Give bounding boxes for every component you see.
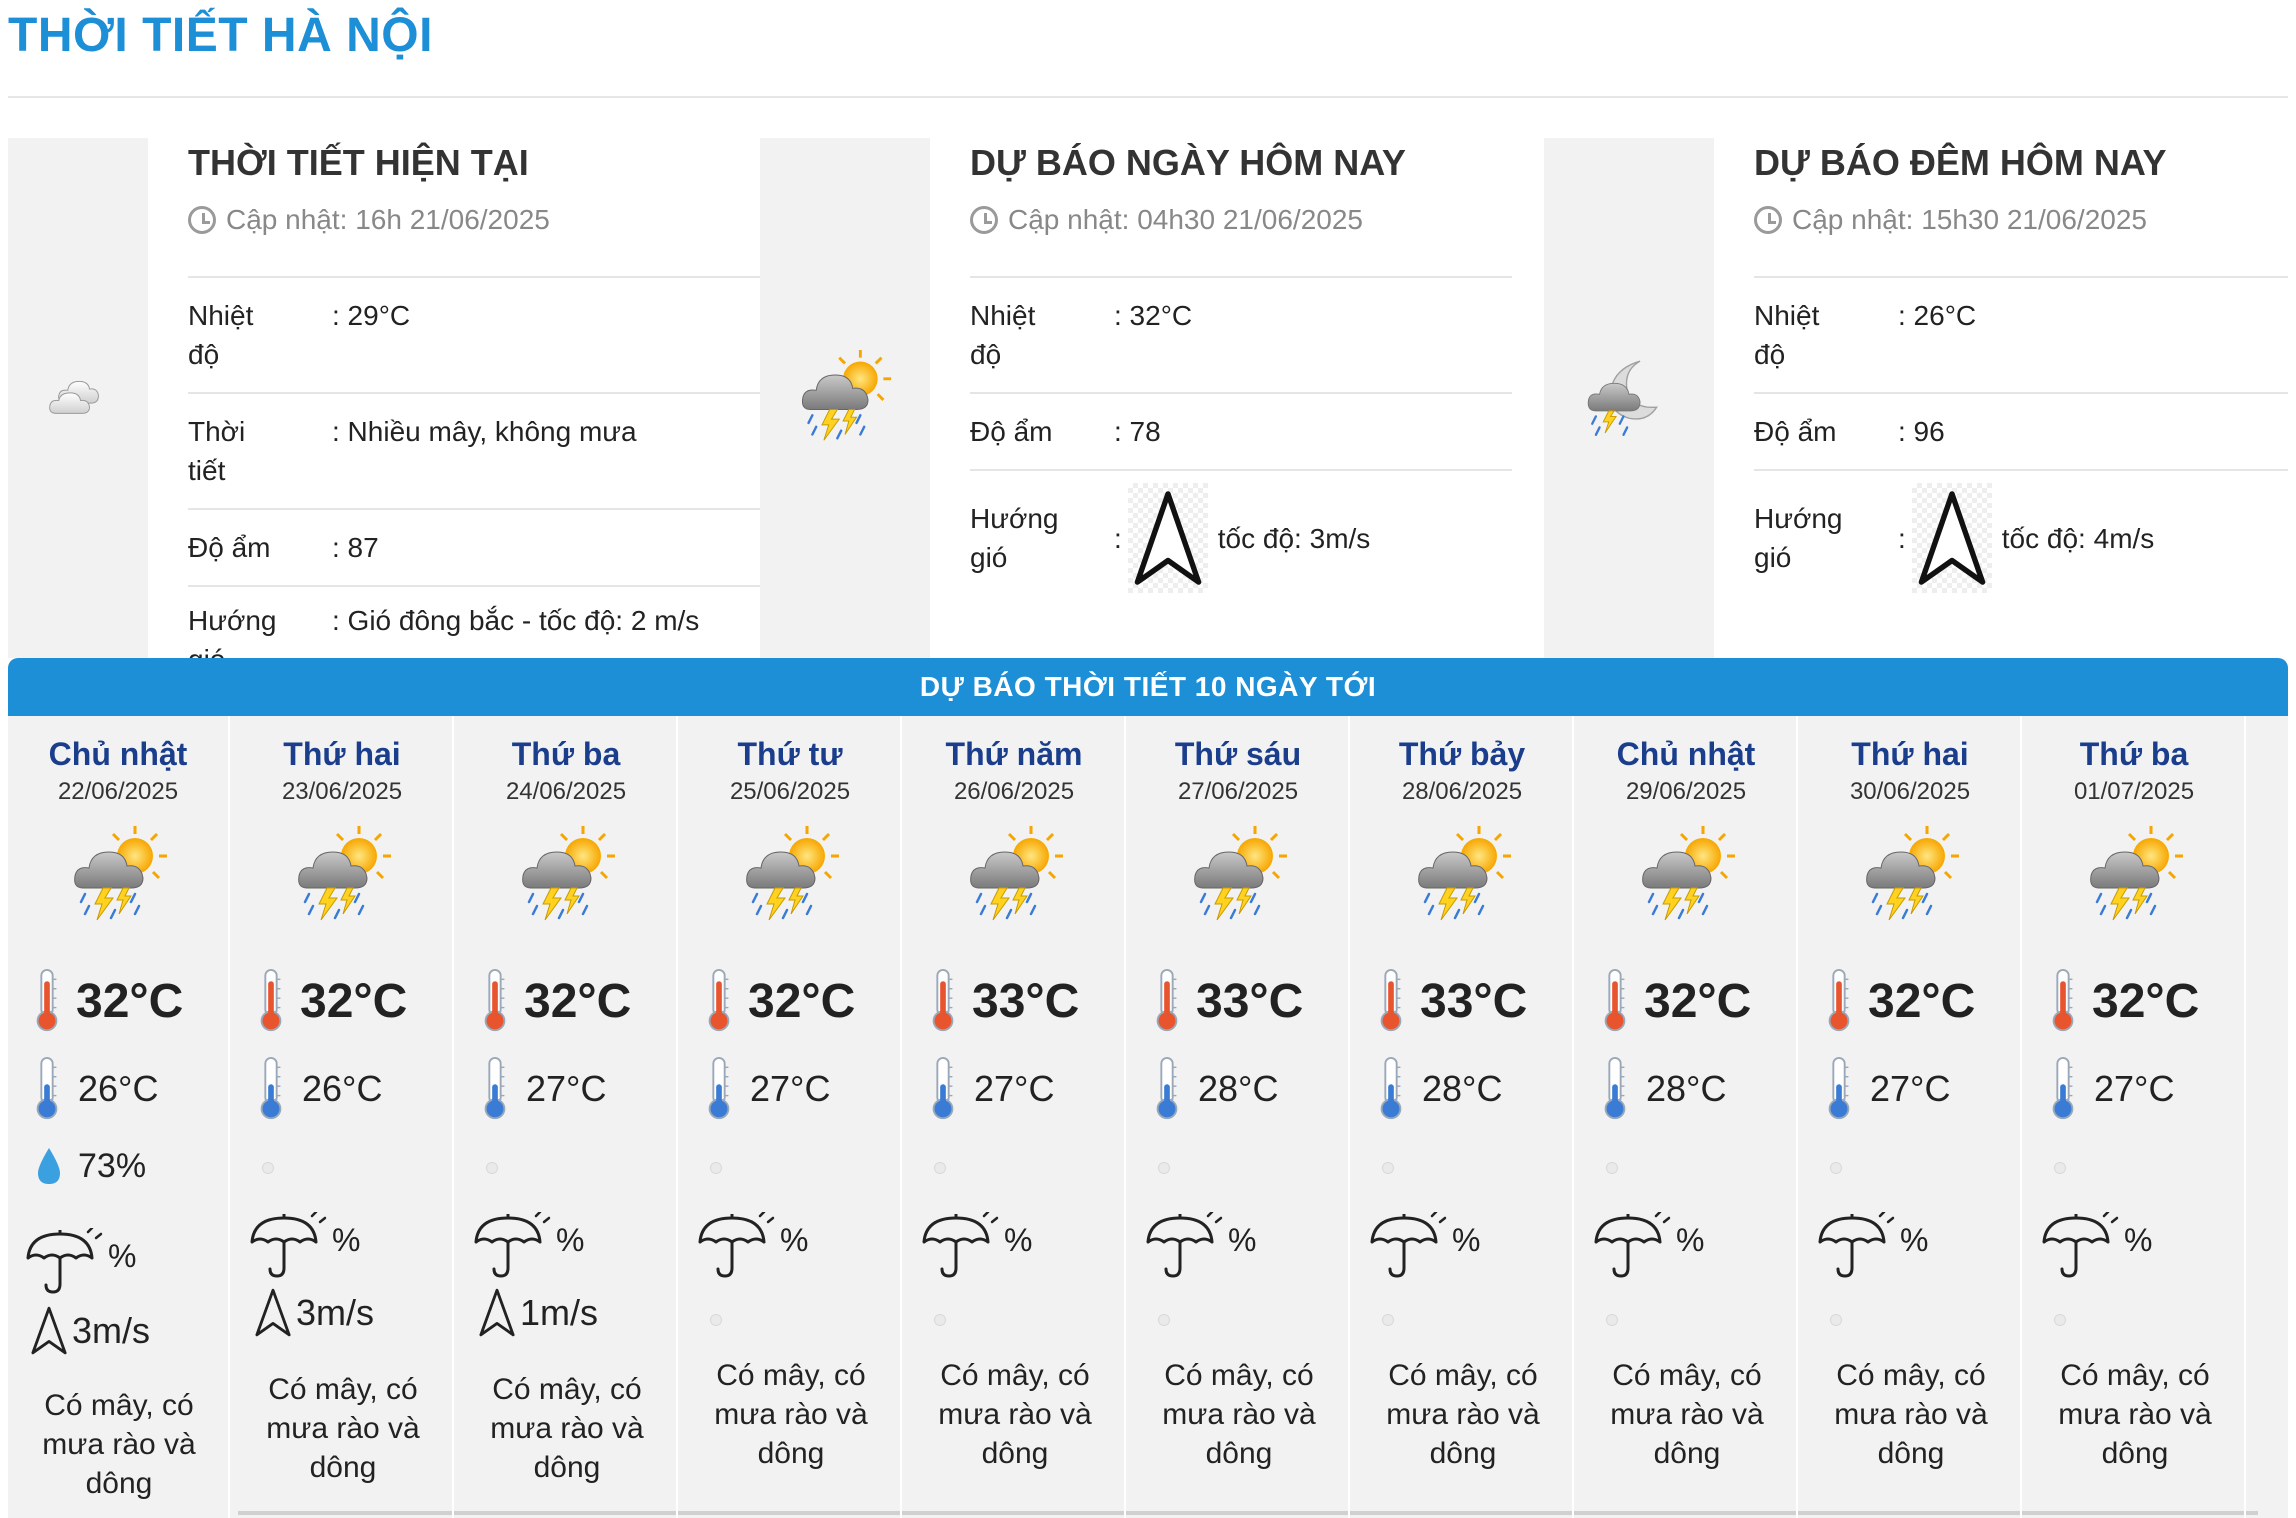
umbrella-icon	[1144, 1212, 1224, 1282]
thermometer-hot-icon	[2048, 968, 2078, 1034]
forecast-wind	[30, 1304, 150, 1358]
placeholder-dot-icon	[1606, 1314, 1618, 1326]
placeholder-dot-icon	[486, 1162, 498, 1174]
forecast-min-temp	[704, 1056, 830, 1122]
forecast-description: Có mây, có mưa rào và dông	[1386, 1359, 1540, 1470]
tonight-humidity-row	[1754, 392, 2288, 469]
forecast-max-temp	[1376, 966, 1527, 1036]
today-title: DỰ BÁO NGÀY HÔM NAY	[970, 142, 1406, 183]
forecast-min-temp	[2048, 1056, 2174, 1122]
thermometer-cold-icon	[32, 1056, 62, 1122]
forecast-rain-chance	[1144, 1212, 1256, 1282]
forecast-day-date: 22/06/2025	[57, 778, 179, 805]
current-wind-value: : Gió đông bắc - tốc độ: 2 m/s	[332, 605, 700, 636]
tonight-temp-row	[1754, 276, 2288, 392]
forecast-max-temp	[2048, 966, 2199, 1036]
cloudy-icon	[46, 366, 110, 430]
forecast-rain-chance	[1592, 1212, 1704, 1282]
current-temp-row	[188, 276, 768, 392]
today-temp-label: Nhiệt độ	[970, 300, 1036, 370]
today-temp-value: : 32°C	[1114, 300, 1193, 331]
ten-day-forecast	[8, 716, 2288, 1518]
forecast-rain-chance	[696, 1212, 808, 1282]
today-wind-colon: :	[1114, 522, 1122, 554]
forecast-wind	[478, 1286, 598, 1340]
forecast-min-temp-value: 27°C	[1870, 1068, 1951, 1109]
forecast-max-temp	[1152, 966, 1303, 1036]
today-wind-row	[970, 469, 1512, 605]
umbrella-icon	[24, 1228, 104, 1298]
thunderstorm-sun-icon	[69, 826, 169, 926]
tonight-title: DỰ BÁO ĐÊM HÔM NAY	[1754, 142, 2167, 183]
forecast-max-temp	[1824, 966, 1975, 1036]
current-temp-label: Nhiệt độ	[188, 300, 254, 370]
forecast-rain-value: %	[1900, 1222, 1929, 1258]
forecast-min-temp-value: 27°C	[2094, 1068, 2175, 1109]
today-humidity-row	[970, 392, 1512, 469]
current-wind-label: Hướng	[188, 605, 277, 636]
thunderstorm-sun-icon	[965, 826, 1065, 926]
forecast-rain-value: %	[332, 1222, 361, 1258]
thunderstorm-sun-icon	[1861, 826, 1961, 926]
forecast-max-temp-value: 32°C	[76, 974, 184, 1028]
today-humidity-value: : 78	[1114, 416, 1161, 447]
thermometer-cold-icon	[704, 1056, 734, 1122]
clock-icon	[188, 206, 216, 234]
tonight-wind-row	[1754, 469, 2288, 605]
forecast-min-temp-value: 28°C	[1646, 1068, 1727, 1109]
umbrella-icon	[472, 1212, 552, 1282]
forecast-max-temp-value: 33°C	[1420, 974, 1528, 1028]
forecast-rain-value: %	[108, 1238, 137, 1274]
forecast-wind-value: 3m/s	[72, 1310, 151, 1351]
tonight-forecast-card	[1544, 138, 2288, 658]
forecast-day-name: Thứ sáu	[1174, 736, 1302, 772]
forecast-max-temp-value: 32°C	[524, 974, 632, 1028]
forecast-day-name: Chủ nhật	[1616, 736, 1756, 772]
placeholder-dot-icon	[934, 1314, 946, 1326]
forecast-max-temp-value: 33°C	[1196, 974, 1304, 1028]
forecast-day-column	[1352, 716, 1574, 1518]
thermometer-hot-icon	[256, 968, 286, 1034]
tonight-wind-speed: tốc độ: 4m/s	[2001, 522, 2155, 554]
current-updated-text: Cập nhật: 16h 21/06/2025	[226, 204, 550, 235]
tonight-icon-panel	[1544, 138, 1714, 658]
today-forecast-card	[760, 138, 1512, 658]
forecast-day-date: 24/06/2025	[505, 778, 627, 805]
wind-direction-arrow-icon	[1128, 483, 1208, 593]
wind-direction-arrow-icon	[1912, 483, 1992, 593]
tonight-wind-label: Hướng gió	[1754, 503, 1843, 573]
umbrella-icon	[2040, 1212, 2120, 1282]
forecast-day-date: 27/06/2025	[1177, 778, 1299, 805]
forecast-min-temp	[1376, 1056, 1502, 1122]
today-updated-text: Cập nhật: 04h30 21/06/2025	[1008, 204, 1363, 235]
today-temp-row	[970, 276, 1512, 392]
thermometer-hot-icon	[480, 968, 510, 1034]
tonight-temp-label: Nhiệt độ	[1754, 300, 1820, 370]
thermometer-cold-icon	[256, 1056, 286, 1122]
today-humidity-label: Độ ẩm	[970, 416, 1053, 447]
forecast-rain-value: %	[1676, 1222, 1705, 1258]
forecast-day-date: 25/06/2025	[729, 778, 851, 805]
wind-direction-arrow-icon	[478, 1286, 516, 1340]
current-humidity-value: : 87	[332, 532, 379, 563]
thunderstorm-sun-icon	[741, 826, 841, 926]
forecast-min-temp	[256, 1056, 382, 1122]
forecast-min-temp-value: 27°C	[526, 1068, 607, 1109]
forecast-rain-value: %	[1004, 1222, 1033, 1258]
placeholder-dot-icon	[1158, 1162, 1170, 1174]
forecast-day-name: Chủ nhật	[48, 736, 188, 772]
forecast-max-temp	[480, 966, 631, 1036]
forecast-description: Có mây, có mưa rào và dông	[938, 1359, 1092, 1470]
placeholder-dot-icon	[2054, 1162, 2066, 1174]
forecast-min-temp-value: 26°C	[302, 1068, 383, 1109]
forecast-max-temp-value: 32°C	[2092, 974, 2200, 1028]
thermometer-cold-icon	[1152, 1056, 1182, 1122]
forecast-description: Có mây, có mưa rào và dông	[714, 1359, 868, 1470]
thermometer-cold-icon	[928, 1056, 958, 1122]
thermometer-cold-icon	[480, 1056, 510, 1122]
forecast-day-name: Thứ ba	[2079, 736, 2189, 772]
forecast-day-date: 30/06/2025	[1849, 778, 1971, 805]
forecast-rain-chance	[472, 1212, 584, 1282]
umbrella-icon	[920, 1212, 1000, 1282]
placeholder-dot-icon	[1830, 1162, 1842, 1174]
forecast-day-column	[1800, 716, 2022, 1518]
forecast-max-temp	[1600, 966, 1751, 1036]
today-wind-label: Hướng gió	[970, 503, 1059, 573]
placeholder-dot-icon	[1158, 1314, 1170, 1326]
forecast-rain-chance	[1368, 1212, 1480, 1282]
forecast-description: Có mây, có mưa rào và dông	[1610, 1359, 1764, 1470]
umbrella-icon	[1816, 1212, 1896, 1282]
forecast-min-temp	[928, 1056, 1054, 1122]
thermometer-cold-icon	[1824, 1056, 1854, 1122]
current-condition-row	[188, 392, 768, 508]
forecast-min-temp-value: 27°C	[974, 1068, 1055, 1109]
forecast-description: Có mây, có mưa rào và dông	[1162, 1359, 1316, 1470]
forecast-max-temp	[928, 966, 1079, 1036]
title-divider	[8, 96, 2288, 98]
night-rain-icon	[1583, 352, 1675, 444]
thermometer-cold-icon	[2048, 1056, 2078, 1122]
forecast-day-name: Thứ ba	[511, 736, 621, 772]
thermometer-hot-icon	[704, 968, 734, 1034]
current-temp-value: : 29°C	[332, 300, 411, 331]
forecast-day-date: 26/06/2025	[953, 778, 1075, 805]
forecast-min-temp	[1152, 1056, 1278, 1122]
placeholder-dot-icon	[1382, 1162, 1394, 1174]
forecast-rain-chance	[1816, 1212, 1928, 1282]
thunderstorm-sun-icon	[1413, 826, 1513, 926]
forecast-wind-value: 1m/s	[520, 1292, 599, 1333]
forecast-rain-chance	[248, 1212, 360, 1282]
placeholder-dot-icon	[710, 1314, 722, 1326]
forecast-day-name: Thứ năm	[945, 736, 1083, 772]
today-updated	[970, 204, 1512, 236]
umbrella-icon	[248, 1212, 328, 1282]
tonight-temp-value: : 26°C	[1898, 300, 1977, 331]
thunderstorm-sun-icon	[517, 826, 617, 926]
current-humidity-label: Độ ẩm	[188, 532, 271, 563]
forecast-wind	[254, 1286, 374, 1340]
forecast-min-temp	[480, 1056, 606, 1122]
forecast-rain-chance	[2040, 1212, 2152, 1282]
forecast-day-column	[8, 716, 230, 1518]
tonight-wind-colon: :	[1898, 522, 1906, 554]
forecast-max-temp	[32, 966, 183, 1036]
forecast-max-temp-value: 32°C	[748, 974, 856, 1028]
thermometer-hot-icon	[32, 968, 62, 1034]
forecast-min-temp-value: 28°C	[1422, 1068, 1503, 1109]
forecast-day-column	[680, 716, 902, 1518]
forecast-day-column	[232, 716, 454, 1518]
forecast-humidity-value: 73%	[78, 1146, 147, 1185]
umbrella-icon	[1592, 1212, 1672, 1282]
forecast-day-date: 28/06/2025	[1401, 778, 1523, 805]
forecast-max-temp-value: 33°C	[972, 974, 1080, 1028]
forecast-description: Có mây, có mưa rào và dông	[2058, 1359, 2212, 1470]
current-condition-value: : Nhiều mây, không mưa	[332, 416, 637, 447]
thermometer-cold-icon	[1376, 1056, 1406, 1122]
forecast-rain-value: %	[1452, 1222, 1481, 1258]
forecast-day-column	[1128, 716, 1350, 1518]
forecast-description: Có mây, có mưa rào và dông	[1834, 1359, 1988, 1470]
forecast-rain-chance	[920, 1212, 1032, 1282]
forecast-rain-value: %	[2124, 1222, 2153, 1258]
forecast-rain-value: %	[780, 1222, 809, 1258]
ten-day-forecast-header: DỰ BÁO THỜI TIẾT 10 NGÀY TỚI	[8, 658, 2288, 716]
forecast-min-temp	[1824, 1056, 1950, 1122]
forecast-min-temp-value: 26°C	[78, 1068, 159, 1109]
clock-icon	[1754, 206, 1782, 234]
placeholder-dot-icon	[1830, 1314, 1842, 1326]
forecast-max-temp	[256, 966, 407, 1036]
forecast-day-name: Thứ hai	[1851, 736, 1969, 772]
placeholder-dot-icon	[710, 1162, 722, 1174]
tonight-updated-text: Cập nhật: 15h30 21/06/2025	[1792, 204, 2147, 235]
today-wind-speed: tốc độ: 3m/s	[1217, 522, 1371, 554]
forecast-min-temp	[1600, 1056, 1726, 1122]
page-title: THỜI TIẾT HÀ NỘI	[8, 9, 433, 62]
forecast-description: Có mây, có mưa rào và dông	[42, 1389, 196, 1500]
forecast-wind-value: 3m/s	[296, 1292, 375, 1333]
forecast-day-date: 23/06/2025	[281, 778, 403, 805]
placeholder-dot-icon	[934, 1162, 946, 1174]
current-weather-title: THỜI TIẾT HIỆN TẠI	[188, 142, 529, 183]
clock-icon	[970, 206, 998, 234]
umbrella-icon	[1368, 1212, 1448, 1282]
forecast-description: Có mây, có mưa rào và dông	[490, 1373, 644, 1484]
forecast-min-temp-value: 28°C	[1198, 1068, 1279, 1109]
forecast-rain-value: %	[1228, 1222, 1257, 1258]
tonight-humidity-value: : 96	[1898, 416, 1945, 447]
forecast-min-temp-value: 27°C	[750, 1068, 831, 1109]
thermometer-hot-icon	[1152, 968, 1182, 1034]
forecast-day-column	[456, 716, 678, 1518]
forecast-humidity	[34, 1146, 146, 1186]
current-condition-label: Thời tiết	[188, 416, 246, 486]
umbrella-icon	[696, 1212, 776, 1282]
tonight-humidity-label: Độ ẩm	[1754, 416, 1837, 447]
today-icon-panel	[760, 138, 930, 658]
forecast-day-name: Thứ tư	[737, 736, 843, 772]
forecast-description: Có mây, có mưa rào và dông	[266, 1373, 420, 1484]
placeholder-dot-icon	[1382, 1314, 1394, 1326]
forecast-rain-value: %	[556, 1222, 585, 1258]
forecast-day-name: Thứ hai	[283, 736, 401, 772]
forecast-day-name: Thứ bảy	[1398, 736, 1526, 772]
thermometer-cold-icon	[1600, 1056, 1630, 1122]
current-humidity-row	[188, 508, 768, 585]
wind-direction-arrow-icon	[30, 1304, 68, 1358]
thermometer-hot-icon	[1376, 968, 1406, 1034]
tonight-updated	[1754, 204, 2288, 236]
forecast-min-temp	[32, 1056, 158, 1122]
thunderstorm-sun-icon	[797, 350, 893, 446]
forecast-day-column	[1576, 716, 1798, 1518]
current-updated	[188, 204, 768, 236]
current-weather-card	[8, 138, 768, 658]
forecast-day-column	[2024, 716, 2246, 1518]
thunderstorm-sun-icon	[2085, 826, 2185, 926]
forecast-max-temp-value: 32°C	[1644, 974, 1752, 1028]
placeholder-dot-icon	[2054, 1314, 2066, 1326]
water-drop-icon	[34, 1146, 64, 1186]
thunderstorm-sun-icon	[293, 826, 393, 926]
forecast-max-temp-value: 32°C	[300, 974, 408, 1028]
forecast-day-column	[904, 716, 1126, 1518]
wind-direction-arrow-icon	[254, 1286, 292, 1340]
forecast-day-date: 29/06/2025	[1625, 778, 1747, 805]
forecast-day-date: 01/07/2025	[2073, 778, 2195, 805]
thunderstorm-sun-icon	[1189, 826, 1289, 926]
thermometer-hot-icon	[1824, 968, 1854, 1034]
thermometer-hot-icon	[1600, 968, 1630, 1034]
forecast-max-temp-value: 32°C	[1868, 974, 1976, 1028]
forecast-max-temp	[704, 966, 855, 1036]
current-weather-icon-panel	[8, 138, 148, 658]
placeholder-dot-icon	[262, 1162, 274, 1174]
thunderstorm-sun-icon	[1637, 826, 1737, 926]
forecast-rain-chance	[24, 1228, 136, 1298]
placeholder-dot-icon	[1606, 1162, 1618, 1174]
thermometer-hot-icon	[928, 968, 958, 1034]
